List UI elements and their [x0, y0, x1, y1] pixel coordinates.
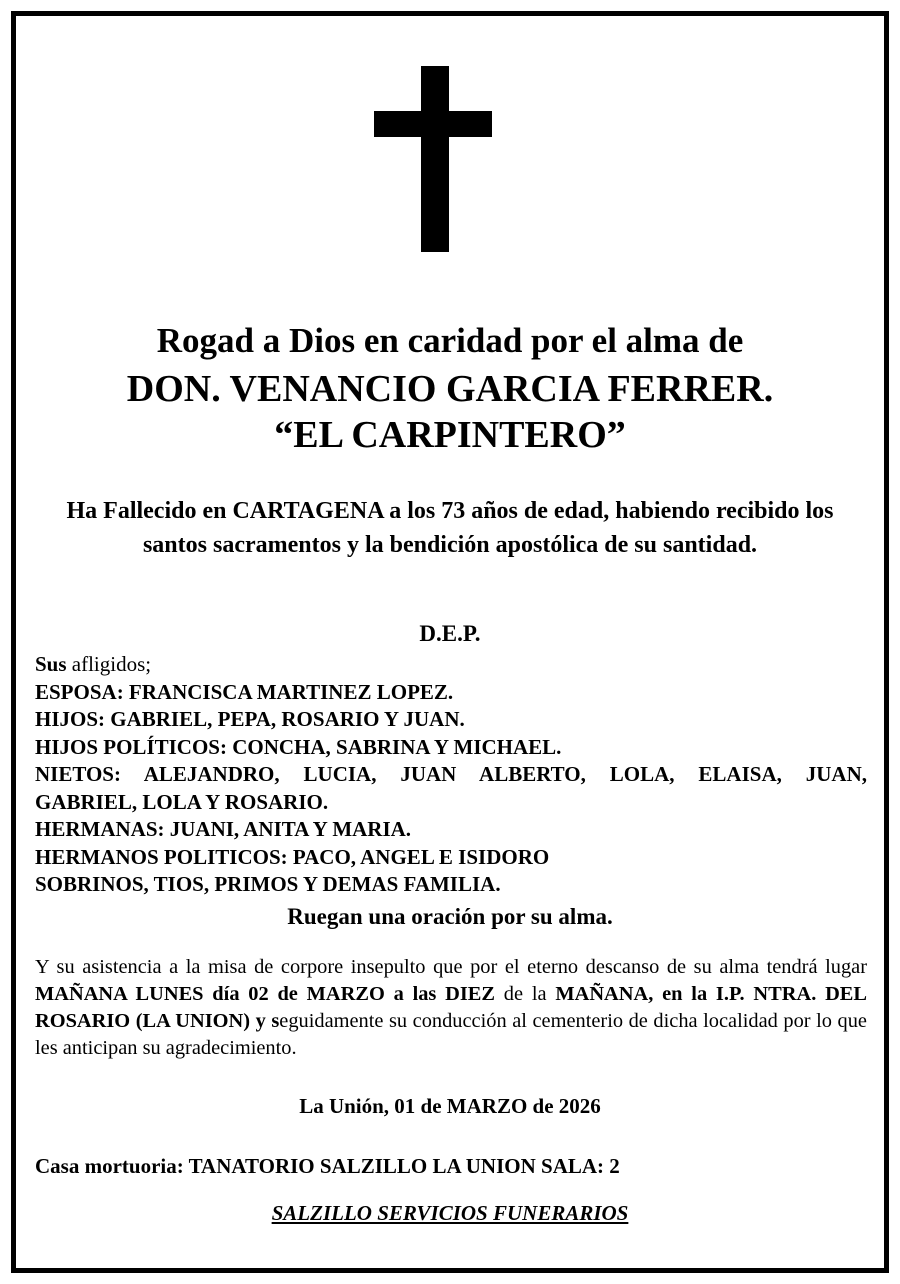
- mass-text-1: Y su asistencia a la misa de corpore insepulto que por el eterno descanso de su alma tendrá lugar: [35, 956, 867, 978]
- family-line-hijos-politicos: HIJOS POLÍTICOS: CONCHA, SABRINA Y MICHAEL.: [35, 734, 562, 759]
- death-announcement: Ha Fallecido en CARTAGENA a los 73 años de edad, habiendo recibido los santos sacramentos y la bendición apostólica de su santidad.: [66, 498, 834, 558]
- header-line: Rogad a Dios en caridad por el alma de: [156, 321, 744, 360]
- cross-vertical-bar: [421, 66, 449, 252]
- mass-date-time: MAÑANA LUNES día 02 de MARZO a las DIEZ: [35, 983, 496, 1005]
- mass-location: MAÑANA, en la I.P. NTRA. DEL ROSARIO (LA UNION) y s: [35, 983, 868, 1032]
- cross-horizontal-bar: [374, 111, 492, 137]
- dep-label: D.E.P.: [419, 621, 481, 646]
- mass-text-3: eguidamente su conducción al cementerio de dicha localidad por lo que les anticipan su agradecimiento.: [35, 1010, 867, 1059]
- family-line-hermanas: HERMANAS: JUANI, ANITA Y MARIA.: [35, 817, 412, 841]
- funeral-home-name: SALZILLO SERVICIOS FUNERARIOS: [271, 1201, 629, 1225]
- deceased-name: DON. VENANCIO GARCIA FERRER.: [126, 368, 774, 410]
- mass-paragraph: [35, 954, 867, 1062]
- family-opening-bold: Sus: [35, 652, 67, 676]
- family-line-hijos: HIJOS: GABRIEL, PEPA, ROSARIO Y JUAN.: [35, 707, 465, 731]
- family-list: [35, 651, 867, 899]
- deceased-nickname: “EL CARPINTERO”: [274, 414, 626, 456]
- place-date: La Unión, 01 de MARZO de 2026: [299, 1094, 601, 1118]
- family-line-esposa: ESPOSA: FRANCISCA MARTINEZ LOPEZ.: [35, 679, 454, 704]
- family-line-sobrinos: SOBRINOS, TIOS, PRIMOS Y DEMAS FAMILIA.: [35, 872, 501, 896]
- family-opening-rest: afligidos;: [66, 652, 152, 676]
- family-line-nietos: NIETOS: ALEJANDRO, LUCIA, JUAN ALBERTO, LOLA, ELAISA, JUAN,: [35, 762, 867, 786]
- mass-text-2: de la: [495, 983, 556, 1005]
- casa-mortuoria: Casa mortuoria: TANATORIO SALZILLO LA UNION SALA: 2: [35, 1154, 620, 1178]
- family-opening: [35, 651, 867, 679]
- family-line-nietos-cont: GABRIEL, LOLA Y ROSARIO.: [35, 789, 329, 814]
- prayer-request: Ruegan una oración por su alma.: [287, 904, 613, 929]
- notice-frame: [11, 11, 889, 1273]
- family-line-hermanos-politicos: HERMANOS POLITICOS: PACO, ANGEL E ISIDORO: [35, 844, 550, 869]
